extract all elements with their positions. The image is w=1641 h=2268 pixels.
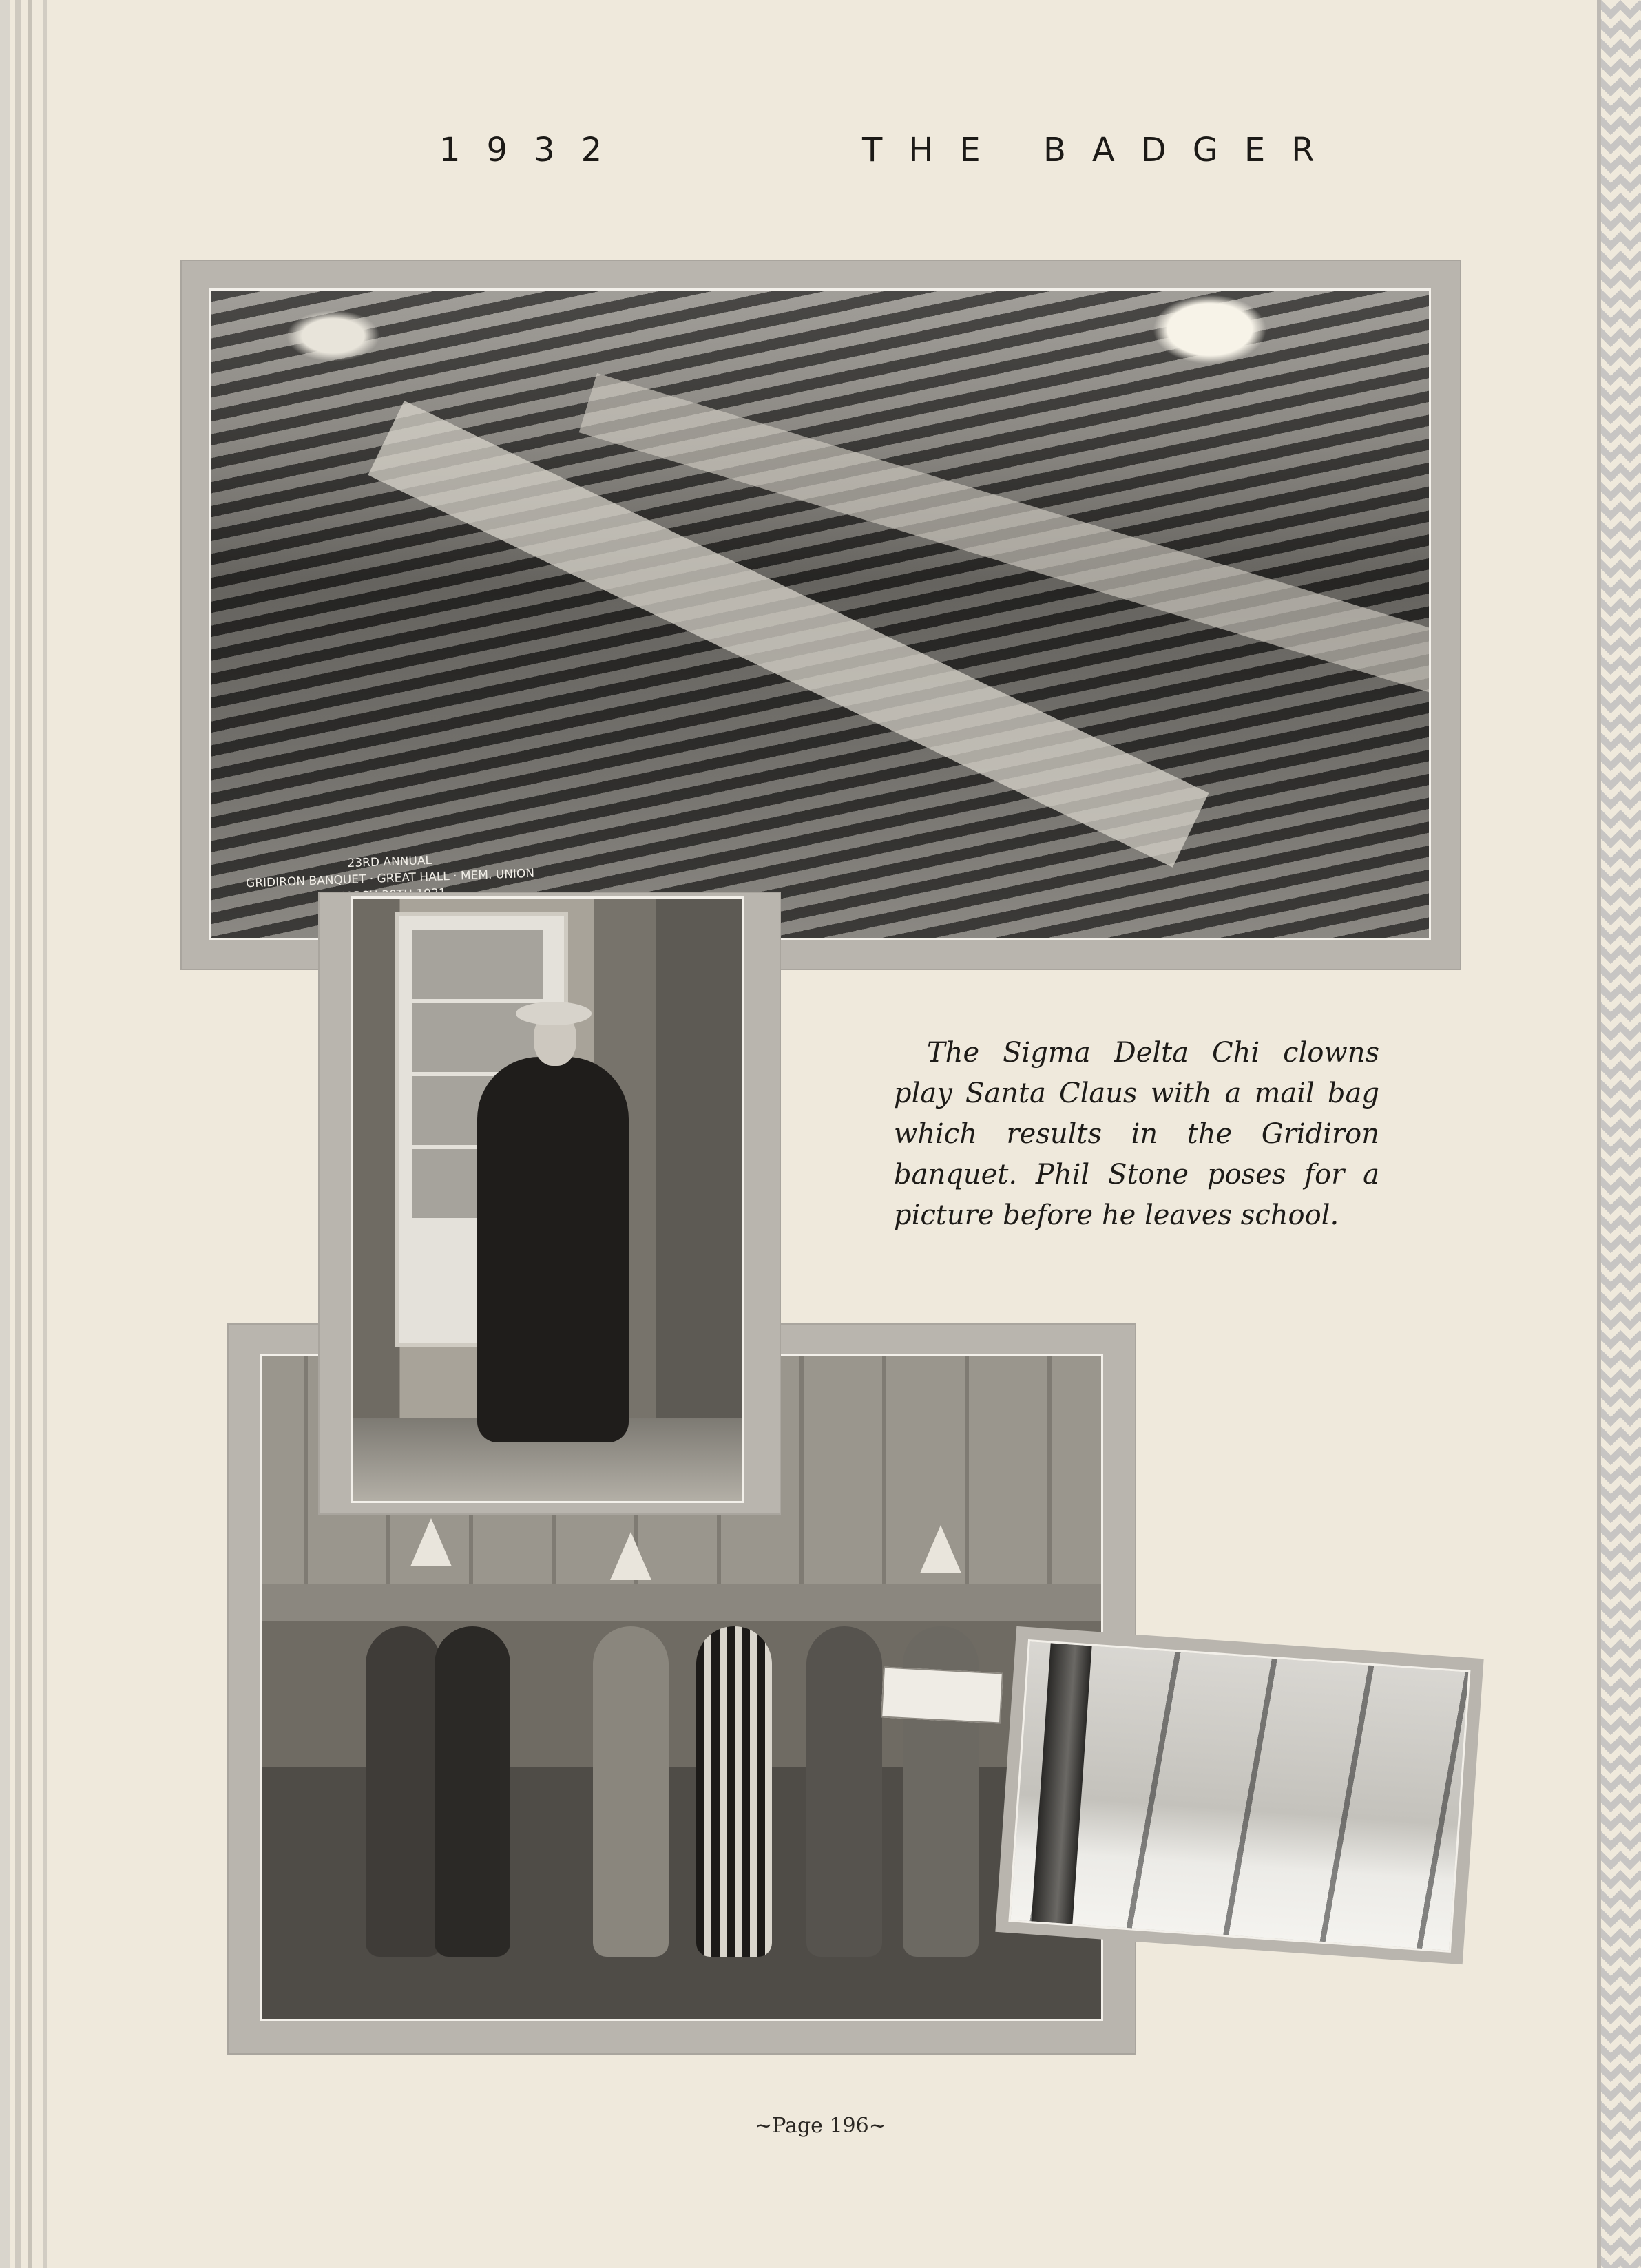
left-binding-border — [0, 0, 62, 2268]
banquet-photo-frame — [180, 260, 1461, 970]
phil-stone-photo-frame — [318, 892, 781, 1515]
tree-trunk — [1032, 1643, 1092, 1924]
banquet-photo — [209, 288, 1431, 940]
mail-bag-sign — [881, 1666, 1003, 1723]
clown-hat — [410, 1518, 452, 1566]
inscription-line: 23RD ANNUAL — [347, 853, 432, 871]
fedora-hat — [516, 1002, 592, 1025]
clown-figure — [696, 1626, 772, 1957]
winter-photo — [1008, 1639, 1470, 1953]
banquet-table — [579, 373, 1431, 694]
phil-stone-photo — [351, 896, 744, 1503]
clown-hat — [610, 1532, 651, 1580]
photo-caption: The Sigma Delta Chi clowns play Santa Claus with a mail bag which results in the Gridiron banquet. Phil Stone poses for a picture before he leaves school. — [894, 1037, 1379, 1231]
clown-hat — [920, 1525, 961, 1573]
header-title: THE BADGER — [862, 131, 1341, 169]
header-year: 1932 — [439, 131, 629, 169]
clown-figure — [806, 1626, 882, 1957]
inscription-line: GRIDIRON BANQUET · GREAT HALL · MEM. UNION — [245, 866, 535, 891]
right-decorative-border — [1597, 0, 1641, 2268]
clown-figure — [593, 1626, 669, 1957]
page-number: ~Page 196~ — [755, 2114, 886, 2138]
clown-figure — [435, 1626, 510, 1957]
winter-photo-frame — [995, 1626, 1483, 1964]
clown-figure — [366, 1626, 441, 1957]
phil-stone-figure — [477, 1057, 629, 1442]
